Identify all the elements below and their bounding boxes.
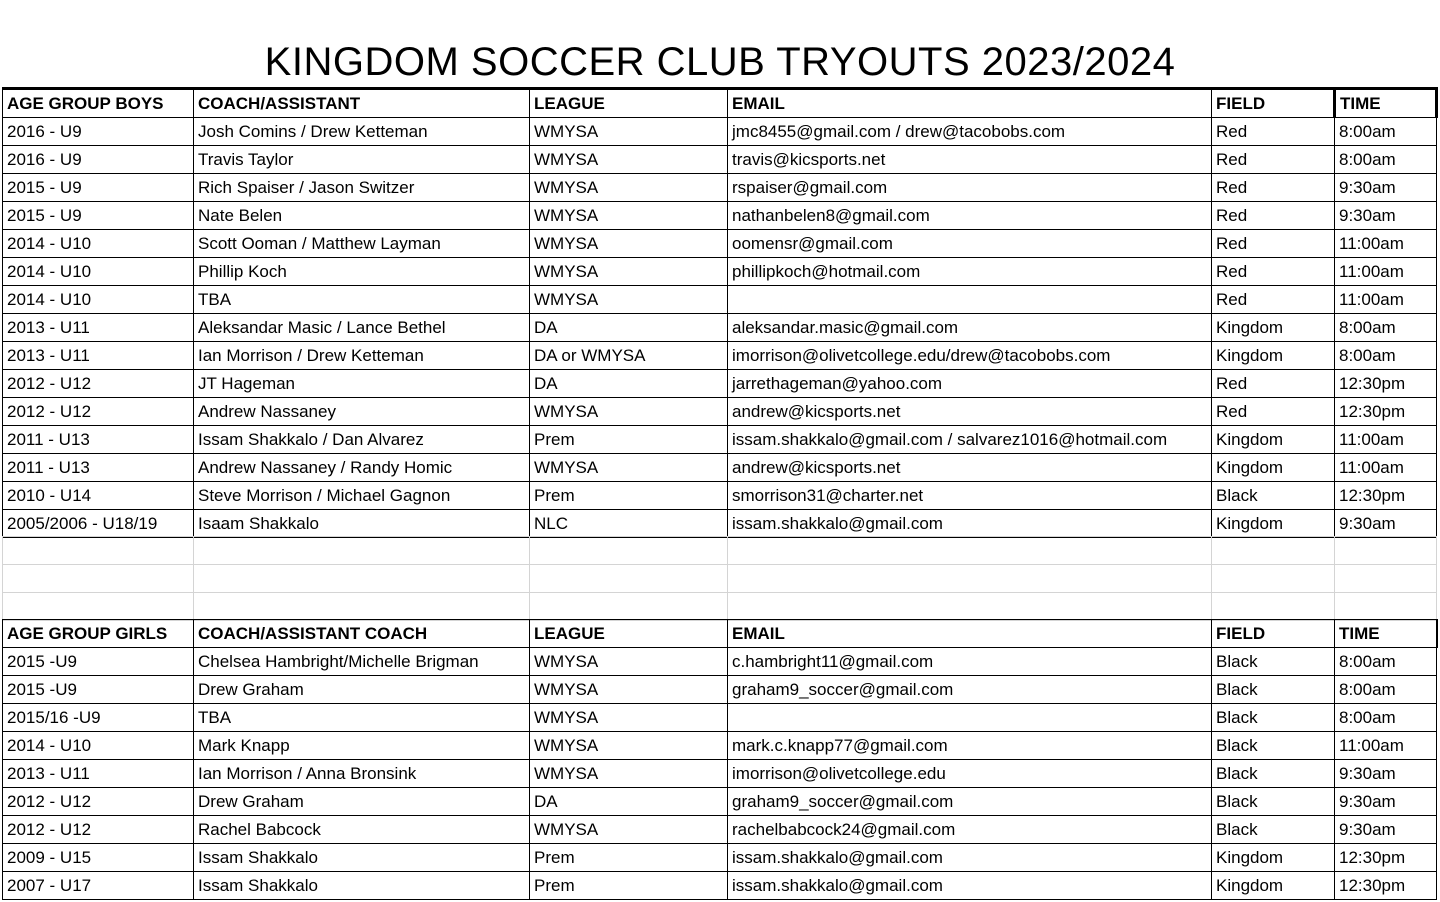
time-cell[interactable]: 12:30pm bbox=[1335, 872, 1437, 900]
table-row bbox=[3, 816, 1437, 844]
empty-row bbox=[3, 593, 1437, 621]
time-cell[interactable]: 11:00am bbox=[1335, 426, 1437, 454]
table-row bbox=[3, 510, 1437, 538]
time-cell[interactable]: 11:00am bbox=[1335, 732, 1437, 760]
time-cell[interactable]: 9:30am bbox=[1335, 510, 1437, 538]
coach-cell[interactable]: Scott Ooman / Matthew Layman bbox=[194, 230, 530, 258]
empty-row bbox=[3, 537, 1437, 565]
email-cell[interactable]: imorrison@olivetcollege.edu bbox=[728, 760, 1212, 788]
coach-cell[interactable]: Rich Spaiser / Jason Switzer bbox=[194, 174, 530, 202]
boys-tryouts-table bbox=[2, 87, 1438, 538]
table-row bbox=[3, 398, 1437, 426]
age-group-cell[interactable]: 2015 -U9 bbox=[3, 676, 194, 704]
field-cell[interactable]: Black bbox=[1212, 816, 1335, 844]
field-cell[interactable]: Black bbox=[1212, 732, 1335, 760]
table-row bbox=[3, 174, 1437, 202]
field-cell[interactable]: Red bbox=[1212, 258, 1335, 286]
field-cell[interactable]: Kingdom bbox=[1212, 844, 1335, 872]
table-row bbox=[3, 732, 1437, 760]
table-row bbox=[3, 454, 1437, 482]
header-time[interactable]: TIME bbox=[1335, 620, 1437, 648]
empty-cell[interactable] bbox=[728, 593, 1212, 621]
header-email[interactable]: EMAIL bbox=[728, 620, 1212, 648]
time-cell[interactable]: 9:30am bbox=[1335, 816, 1437, 844]
time-cell[interactable]: 8:00am bbox=[1335, 146, 1437, 174]
empty-spacer-rows bbox=[2, 536, 1437, 621]
email-cell[interactable]: nathanbelen8@gmail.com bbox=[728, 202, 1212, 230]
email-cell[interactable]: andrew@kicsports.net bbox=[728, 454, 1212, 482]
coach-cell[interactable]: Aleksandar Masic / Lance Bethel bbox=[194, 314, 530, 342]
field-cell[interactable]: Black bbox=[1212, 704, 1335, 732]
age-group-cell[interactable]: 2016 - U9 bbox=[3, 118, 194, 146]
age-group-cell[interactable]: 2014 - U10 bbox=[3, 732, 194, 760]
email-cell[interactable]: mark.c.knapp77@gmail.com bbox=[728, 732, 1212, 760]
field-cell[interactable]: Kingdom bbox=[1212, 454, 1335, 482]
empty-cell[interactable] bbox=[3, 537, 194, 565]
girls-header-row bbox=[3, 620, 1437, 648]
field-cell[interactable]: Red bbox=[1212, 370, 1335, 398]
boys-header-row bbox=[3, 89, 1437, 118]
empty-cell[interactable] bbox=[728, 565, 1212, 593]
league-cell[interactable]: DA bbox=[530, 788, 728, 816]
email-cell[interactable]: imorrison@olivetcollege.edu/drew@tacobobs.com bbox=[728, 342, 1212, 370]
table-row bbox=[3, 202, 1437, 230]
field-cell[interactable]: Red bbox=[1212, 174, 1335, 202]
field-cell[interactable]: Black bbox=[1212, 648, 1335, 676]
empty-cell[interactable] bbox=[1335, 565, 1437, 593]
league-cell[interactable]: WMYSA bbox=[530, 202, 728, 230]
email-cell[interactable]: issam.shakkalo@gmail.com bbox=[728, 510, 1212, 538]
field-cell[interactable]: Red bbox=[1212, 202, 1335, 230]
table-row bbox=[3, 342, 1437, 370]
league-cell[interactable]: Prem bbox=[530, 844, 728, 872]
header-age-group[interactable]: AGE GROUP GIRLS bbox=[3, 620, 194, 648]
league-cell[interactable]: WMYSA bbox=[530, 258, 728, 286]
time-cell[interactable]: 12:30pm bbox=[1335, 482, 1437, 510]
coach-cell[interactable]: Steve Morrison / Michael Gagnon bbox=[194, 482, 530, 510]
time-cell[interactable]: 9:30am bbox=[1335, 202, 1437, 230]
email-cell[interactable]: graham9_soccer@gmail.com bbox=[728, 676, 1212, 704]
table-row bbox=[3, 370, 1437, 398]
age-group-cell[interactable]: 2015 - U9 bbox=[3, 174, 194, 202]
league-cell[interactable]: WMYSA bbox=[530, 676, 728, 704]
field-cell[interactable]: Red bbox=[1212, 118, 1335, 146]
coach-cell[interactable]: Ian Morrison / Anna Bronsink bbox=[194, 760, 530, 788]
field-cell[interactable]: Red bbox=[1212, 398, 1335, 426]
empty-row bbox=[3, 565, 1437, 593]
header-age-group[interactable]: AGE GROUP BOYS bbox=[3, 89, 194, 118]
empty-cell[interactable] bbox=[530, 537, 728, 565]
table-row bbox=[3, 872, 1437, 900]
league-cell[interactable]: DA bbox=[530, 314, 728, 342]
time-cell[interactable]: 9:30am bbox=[1335, 788, 1437, 816]
table-row bbox=[3, 648, 1437, 676]
header-coach[interactable]: COACH/ASSISTANT COACH bbox=[194, 620, 530, 648]
table-row bbox=[3, 118, 1437, 146]
age-group-cell[interactable]: 2009 - U15 bbox=[3, 844, 194, 872]
coach-cell[interactable]: Issam Shakkalo / Dan Alvarez bbox=[194, 426, 530, 454]
page-title: KINGDOM SOCCER CLUB TRYOUTS 2023/2024 bbox=[264, 40, 1176, 84]
league-cell[interactable]: WMYSA bbox=[530, 732, 728, 760]
email-cell[interactable]: issam.shakkalo@gmail.com bbox=[728, 872, 1212, 900]
field-cell[interactable]: Black bbox=[1212, 760, 1335, 788]
header-league[interactable]: LEAGUE bbox=[530, 620, 728, 648]
league-cell[interactable]: NLC bbox=[530, 510, 728, 538]
time-cell[interactable]: 11:00am bbox=[1335, 230, 1437, 258]
age-group-cell[interactable]: 2011 - U13 bbox=[3, 454, 194, 482]
email-cell[interactable]: aleksandar.masic@gmail.com bbox=[728, 314, 1212, 342]
league-cell[interactable]: WMYSA bbox=[530, 230, 728, 258]
league-cell[interactable]: WMYSA bbox=[530, 760, 728, 788]
league-cell[interactable]: WMYSA bbox=[530, 146, 728, 174]
email-cell[interactable]: graham9_soccer@gmail.com bbox=[728, 788, 1212, 816]
table-row bbox=[3, 760, 1437, 788]
time-cell[interactable]: 11:00am bbox=[1335, 454, 1437, 482]
age-group-cell[interactable]: 2012 - U12 bbox=[3, 816, 194, 844]
email-cell[interactable]: smorrison31@charter.net bbox=[728, 482, 1212, 510]
empty-cell[interactable] bbox=[530, 565, 728, 593]
table-row bbox=[3, 704, 1437, 732]
league-cell[interactable]: WMYSA bbox=[530, 118, 728, 146]
coach-cell[interactable]: TBA bbox=[194, 286, 530, 314]
field-cell[interactable]: Red bbox=[1212, 286, 1335, 314]
header-field[interactable]: FIELD bbox=[1212, 620, 1335, 648]
field-cell[interactable]: Kingdom bbox=[1212, 426, 1335, 454]
empty-cell[interactable] bbox=[194, 565, 530, 593]
age-group-cell[interactable]: 2016 - U9 bbox=[3, 146, 194, 174]
coach-cell[interactable]: Drew Graham bbox=[194, 676, 530, 704]
league-cell[interactable]: Prem bbox=[530, 426, 728, 454]
email-cell[interactable]: rspaiser@gmail.com bbox=[728, 174, 1212, 202]
email-cell[interactable]: jmc8455@gmail.com / drew@tacobobs.com bbox=[728, 118, 1212, 146]
age-group-cell[interactable]: 2012 - U12 bbox=[3, 398, 194, 426]
table-row bbox=[3, 844, 1437, 872]
table-row bbox=[3, 788, 1437, 816]
header-time[interactable]: TIME bbox=[1335, 89, 1437, 118]
time-cell[interactable]: 12:30pm bbox=[1335, 370, 1437, 398]
empty-cell[interactable] bbox=[1335, 593, 1437, 621]
coach-cell[interactable]: Nate Belen bbox=[194, 202, 530, 230]
league-cell[interactable]: WMYSA bbox=[530, 398, 728, 426]
coach-cell[interactable]: TBA bbox=[194, 704, 530, 732]
field-cell[interactable]: Black bbox=[1212, 676, 1335, 704]
table-row bbox=[3, 482, 1437, 510]
empty-cell[interactable] bbox=[1212, 537, 1335, 565]
league-cell[interactable]: WMYSA bbox=[530, 454, 728, 482]
table-row bbox=[3, 676, 1437, 704]
time-cell[interactable]: 12:30pm bbox=[1335, 398, 1437, 426]
time-cell[interactable]: 8:00am bbox=[1335, 648, 1437, 676]
age-group-cell[interactable]: 2005/2006 - U18/19 bbox=[3, 510, 194, 538]
league-cell[interactable]: DA or WMYSA bbox=[530, 342, 728, 370]
girls-tryouts-table bbox=[2, 619, 1438, 900]
time-cell[interactable]: 9:30am bbox=[1335, 760, 1437, 788]
age-group-cell[interactable]: 2010 - U14 bbox=[3, 482, 194, 510]
coach-cell[interactable]: JT Hageman bbox=[194, 370, 530, 398]
age-group-cell[interactable]: 2014 - U10 bbox=[3, 286, 194, 314]
coach-cell[interactable]: Issam Shakkalo bbox=[194, 872, 530, 900]
time-cell[interactable]: 8:00am bbox=[1335, 314, 1437, 342]
time-cell[interactable]: 11:00am bbox=[1335, 286, 1437, 314]
empty-cell[interactable] bbox=[1335, 537, 1437, 565]
email-cell[interactable] bbox=[728, 704, 1212, 732]
field-cell[interactable]: Kingdom bbox=[1212, 314, 1335, 342]
age-group-cell[interactable]: 2012 - U12 bbox=[3, 788, 194, 816]
league-cell[interactable]: Prem bbox=[530, 482, 728, 510]
header-coach[interactable]: COACH/ASSISTANT bbox=[194, 89, 530, 118]
empty-cell[interactable] bbox=[3, 565, 194, 593]
age-group-cell[interactable]: 2015 -U9 bbox=[3, 648, 194, 676]
table-row bbox=[3, 314, 1437, 342]
table-row bbox=[3, 230, 1437, 258]
field-cell[interactable]: Black bbox=[1212, 482, 1335, 510]
empty-cell[interactable] bbox=[728, 537, 1212, 565]
league-cell[interactable]: WMYSA bbox=[530, 174, 728, 202]
field-cell[interactable]: Red bbox=[1212, 146, 1335, 174]
time-cell[interactable]: 12:30pm bbox=[1335, 844, 1437, 872]
time-cell[interactable]: 8:00am bbox=[1335, 342, 1437, 370]
table-row bbox=[3, 146, 1437, 174]
time-cell[interactable]: 8:00am bbox=[1335, 118, 1437, 146]
league-cell[interactable]: WMYSA bbox=[530, 816, 728, 844]
age-group-cell[interactable]: 2012 - U12 bbox=[3, 370, 194, 398]
coach-cell[interactable]: Phillip Koch bbox=[194, 258, 530, 286]
empty-cell[interactable] bbox=[194, 593, 530, 621]
age-group-cell[interactable]: 2011 - U13 bbox=[3, 426, 194, 454]
empty-cell[interactable] bbox=[194, 537, 530, 565]
league-cell[interactable]: Prem bbox=[530, 872, 728, 900]
email-cell[interactable]: oomensr@gmail.com bbox=[728, 230, 1212, 258]
league-cell[interactable]: WMYSA bbox=[530, 704, 728, 732]
table-row bbox=[3, 426, 1437, 454]
email-cell[interactable]: c.hambright11@gmail.com bbox=[728, 648, 1212, 676]
email-cell[interactable]: issam.shakkalo@gmail.com / salvarez1016@hotmail.com bbox=[728, 426, 1212, 454]
coach-cell[interactable]: Issam Shakkalo bbox=[194, 844, 530, 872]
coach-cell[interactable]: Mark Knapp bbox=[194, 732, 530, 760]
email-cell[interactable]: andrew@kicsports.net bbox=[728, 398, 1212, 426]
age-group-cell[interactable]: 2015/16 -U9 bbox=[3, 704, 194, 732]
age-group-cell[interactable]: 2013 - U11 bbox=[3, 342, 194, 370]
email-cell[interactable] bbox=[728, 286, 1212, 314]
email-cell[interactable]: travis@kicsports.net bbox=[728, 146, 1212, 174]
field-cell[interactable]: Red bbox=[1212, 230, 1335, 258]
age-group-cell[interactable]: 2013 - U11 bbox=[3, 314, 194, 342]
field-cell[interactable]: Kingdom bbox=[1212, 342, 1335, 370]
age-group-cell[interactable]: 2013 - U11 bbox=[3, 760, 194, 788]
league-cell[interactable]: WMYSA bbox=[530, 648, 728, 676]
empty-cell[interactable] bbox=[3, 593, 194, 621]
coach-cell[interactable]: Chelsea Hambright/Michelle Brigman bbox=[194, 648, 530, 676]
table-row bbox=[3, 286, 1437, 314]
coach-cell[interactable]: Andrew Nassaney bbox=[194, 398, 530, 426]
field-cell[interactable]: Kingdom bbox=[1212, 510, 1335, 538]
header-email[interactable]: EMAIL bbox=[728, 89, 1212, 118]
empty-cell[interactable] bbox=[1212, 565, 1335, 593]
coach-cell[interactable]: Andrew Nassaney / Randy Homic bbox=[194, 454, 530, 482]
header-league[interactable]: LEAGUE bbox=[530, 89, 728, 118]
email-cell[interactable]: jarrethageman@yahoo.com bbox=[728, 370, 1212, 398]
coach-cell[interactable]: Isaam Shakkalo bbox=[194, 510, 530, 538]
field-cell[interactable]: Black bbox=[1212, 788, 1335, 816]
empty-cell[interactable] bbox=[530, 593, 728, 621]
header-field[interactable]: FIELD bbox=[1212, 89, 1335, 118]
table-row bbox=[3, 258, 1437, 286]
time-cell[interactable]: 11:00am bbox=[1335, 258, 1437, 286]
empty-cell[interactable] bbox=[1212, 593, 1335, 621]
age-group-cell[interactable]: 2015 - U9 bbox=[3, 202, 194, 230]
age-group-cell[interactable]: 2014 - U10 bbox=[3, 258, 194, 286]
coach-cell[interactable]: Drew Graham bbox=[194, 788, 530, 816]
email-cell[interactable]: rachelbabcock24@gmail.com bbox=[728, 816, 1212, 844]
email-cell[interactable]: phillipkoch@hotmail.com bbox=[728, 258, 1212, 286]
coach-cell[interactable]: Josh Comins / Drew Ketteman bbox=[194, 118, 530, 146]
age-group-cell[interactable]: 2007 - U17 bbox=[3, 872, 194, 900]
coach-cell[interactable]: Ian Morrison / Drew Ketteman bbox=[194, 342, 530, 370]
email-cell[interactable]: issam.shakkalo@gmail.com bbox=[728, 844, 1212, 872]
time-cell[interactable]: 8:00am bbox=[1335, 676, 1437, 704]
time-cell[interactable]: 8:00am bbox=[1335, 704, 1437, 732]
coach-cell[interactable]: Rachel Babcock bbox=[194, 816, 530, 844]
field-cell[interactable]: Kingdom bbox=[1212, 872, 1335, 900]
league-cell[interactable]: DA bbox=[530, 370, 728, 398]
time-cell[interactable]: 9:30am bbox=[1335, 174, 1437, 202]
league-cell[interactable]: WMYSA bbox=[530, 286, 728, 314]
age-group-cell[interactable]: 2014 - U10 bbox=[3, 230, 194, 258]
coach-cell[interactable]: Travis Taylor bbox=[194, 146, 530, 174]
